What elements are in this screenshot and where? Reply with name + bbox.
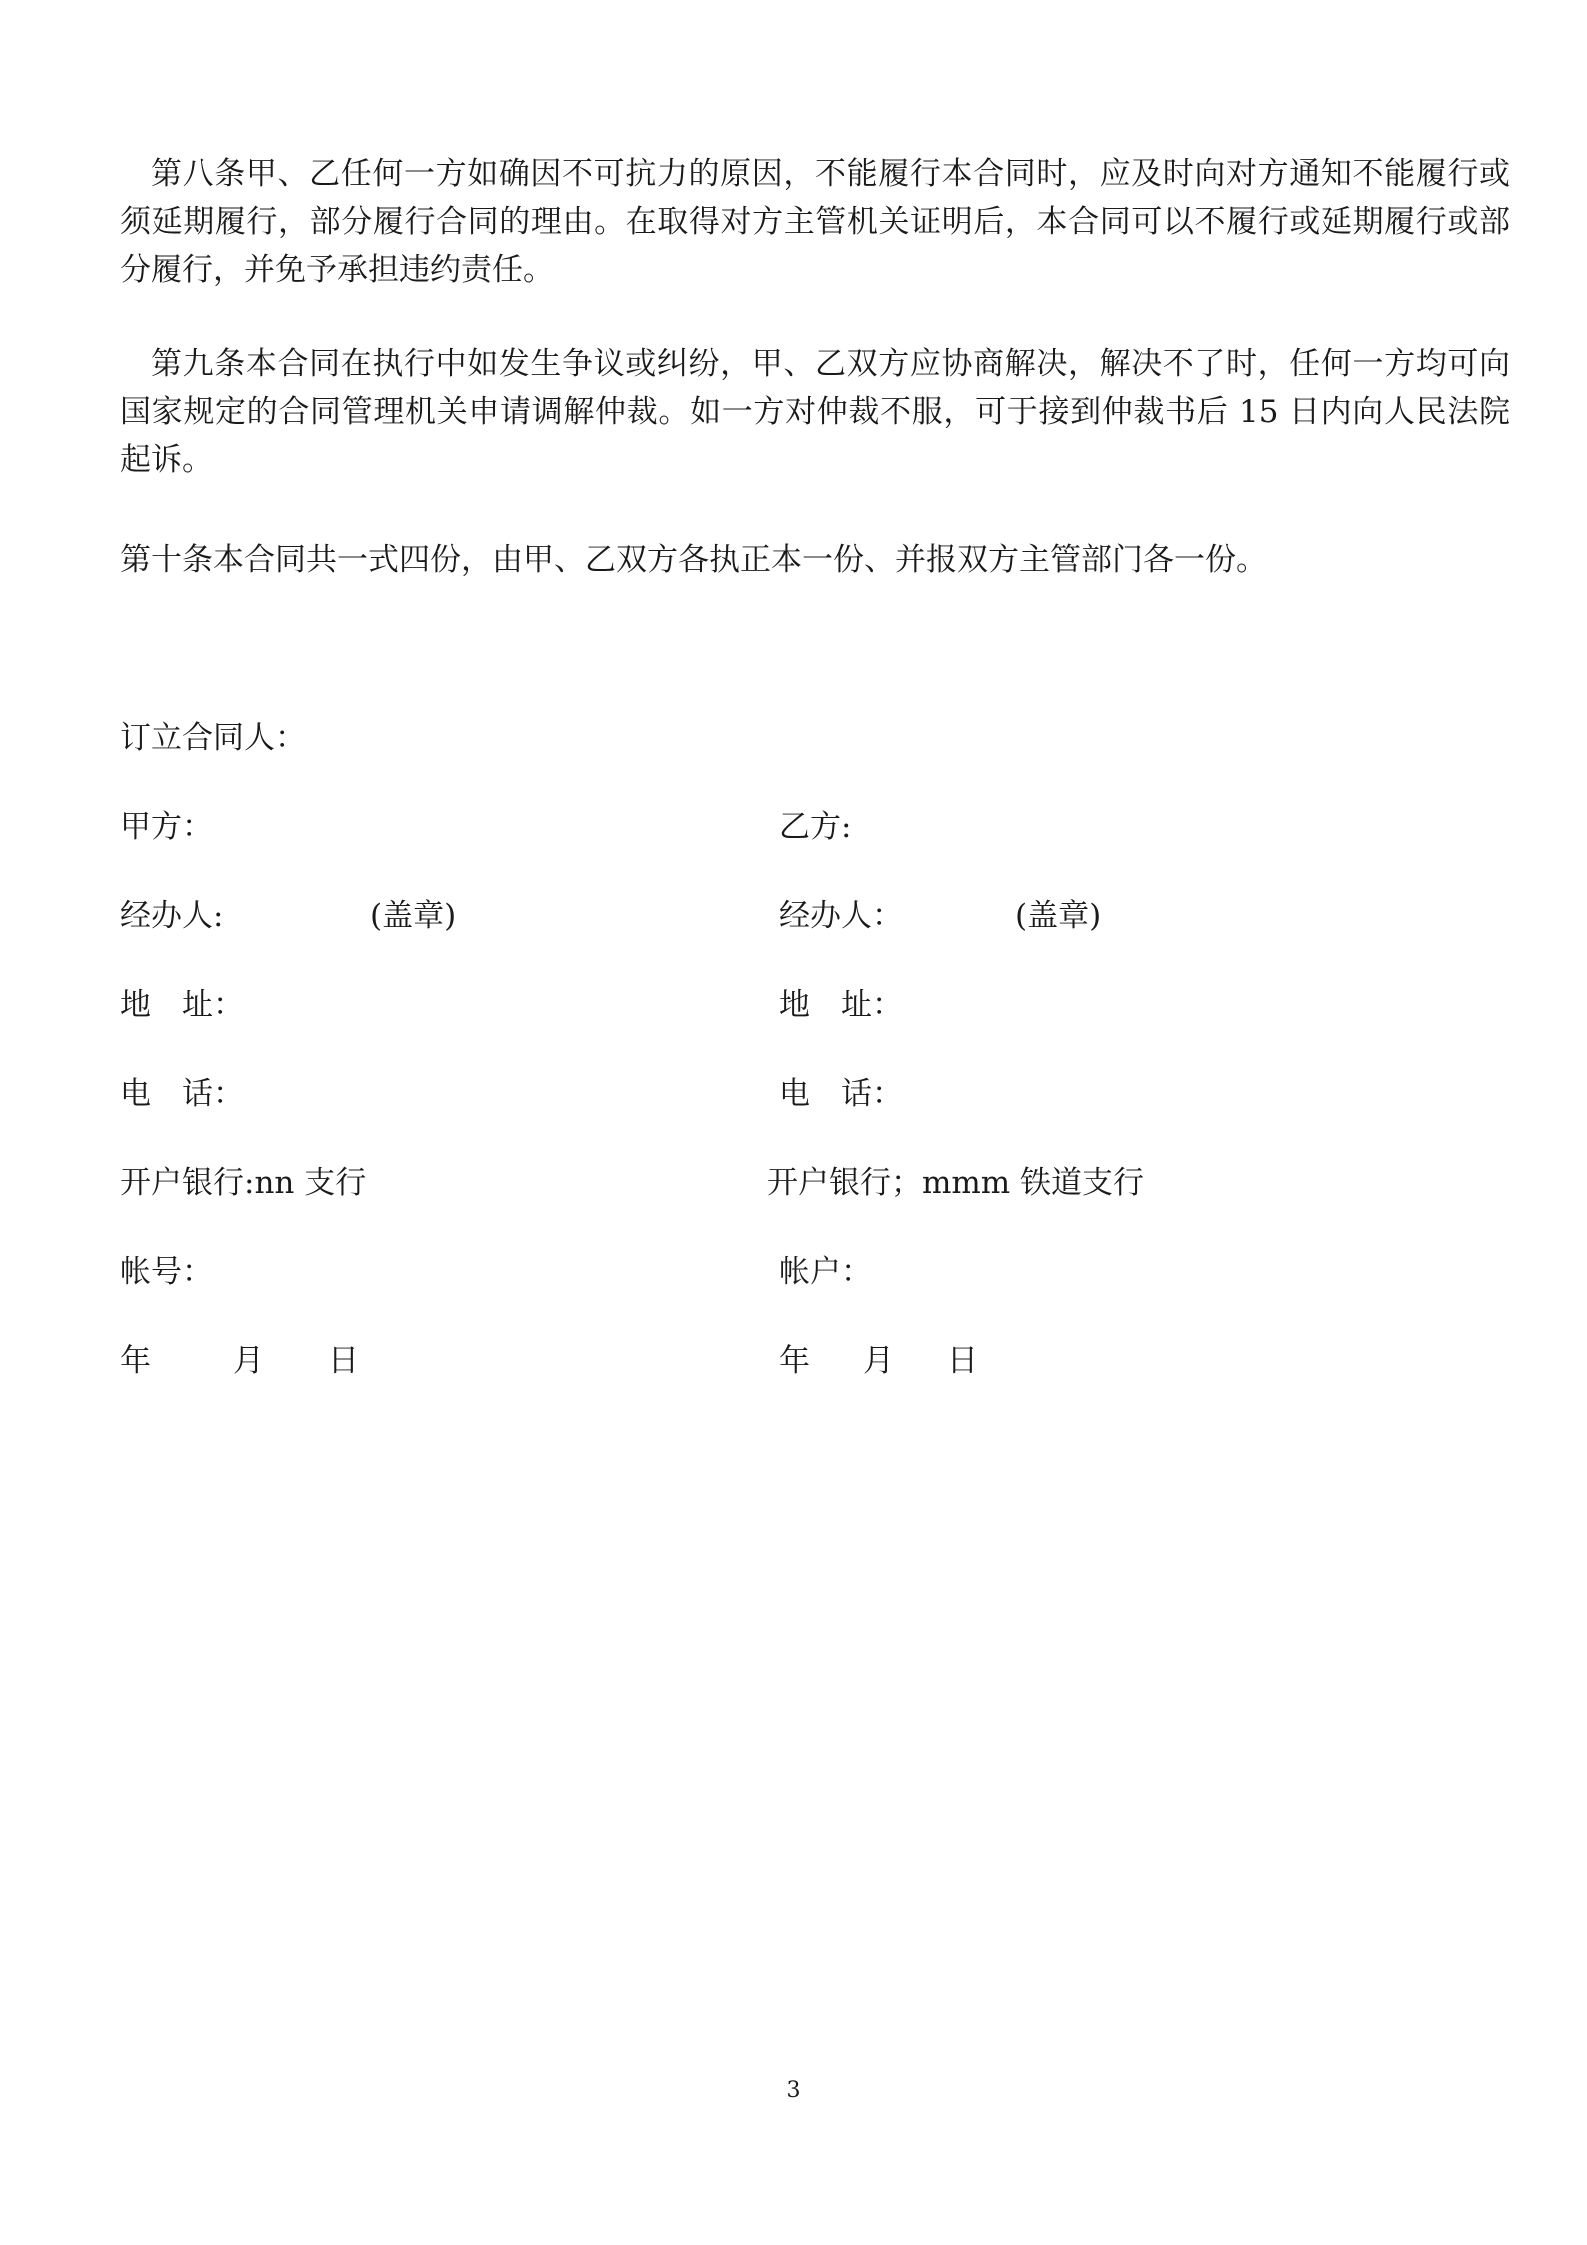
party-a-month: 月 [233, 1343, 264, 1379]
signing-heading: 订立合同人： [120, 720, 306, 756]
clause-10: 第十条本合同共一式四份，由甲、乙双方各执正本一份、并报双方主管部门各一份。 [120, 542, 1267, 578]
party-a-address-char-2: 址： [182, 987, 244, 1023]
party-a-phone-char-2: 话： [182, 1076, 244, 1112]
party-a-date [120, 1341, 359, 1381]
party-b-address-char-2: 址： [841, 987, 903, 1023]
party-b-phone [779, 1074, 903, 1114]
party-b-day: 日 [947, 1343, 978, 1379]
party-b-phone-char-1: 电 [779, 1076, 810, 1112]
party-a-year: 年 [120, 1343, 151, 1379]
party-b-date [779, 1341, 978, 1381]
page-number: 3 [786, 2078, 801, 2103]
party-b-seal: (盖章) [1015, 898, 1102, 934]
party-a-day: 日 [328, 1343, 359, 1379]
party-b-bank: 开户银行；mmm 铁道支行 [767, 1165, 1145, 1201]
party-b-year: 年 [779, 1343, 810, 1379]
party-a-account: 帐号： [120, 1254, 213, 1290]
party-b-phone-char-2: 话： [841, 1076, 903, 1112]
party-a-agent: 经办人: [120, 898, 224, 934]
party-a-address-char-1: 地 [120, 987, 151, 1023]
party-b-month: 月 [863, 1343, 894, 1379]
party-a-phone [120, 1074, 244, 1114]
party-b-address [779, 985, 903, 1025]
party-a-phone-char-1: 电 [120, 1076, 151, 1112]
party-b-address-char-1: 地 [779, 987, 810, 1023]
clause-9: 第九条本合同在执行中如发生争议或纠纷，甲、乙双方应协商解决，解决不了时，任何一方均可向国家规定的合同管理机关申请调解仲裁。如一方对仲裁不服，可于接到仲裁书后 15 日内向人民法院起诉。 [120, 346, 1510, 478]
party-b-label: 乙方: [779, 809, 852, 845]
party-b-account: 帐户： [779, 1254, 872, 1290]
party-a-address [120, 985, 244, 1025]
party-a-seal: (盖章) [370, 898, 457, 934]
party-b-agent: 经办人： [779, 898, 903, 934]
clause-8: 第八条甲、乙任何一方如确因不可抗力的原因，不能履行本合同时，应及时向对方通知不能履行或须延期履行，部分履行合同的理由。在取得对方主管机关证明后，本合同可以不履行或延期履行或部分履行，并免予承担违约责任。 [120, 156, 1510, 288]
party-a-label: 甲方： [120, 809, 213, 845]
party-a-bank: 开户银行:nn 支行 [120, 1165, 367, 1201]
